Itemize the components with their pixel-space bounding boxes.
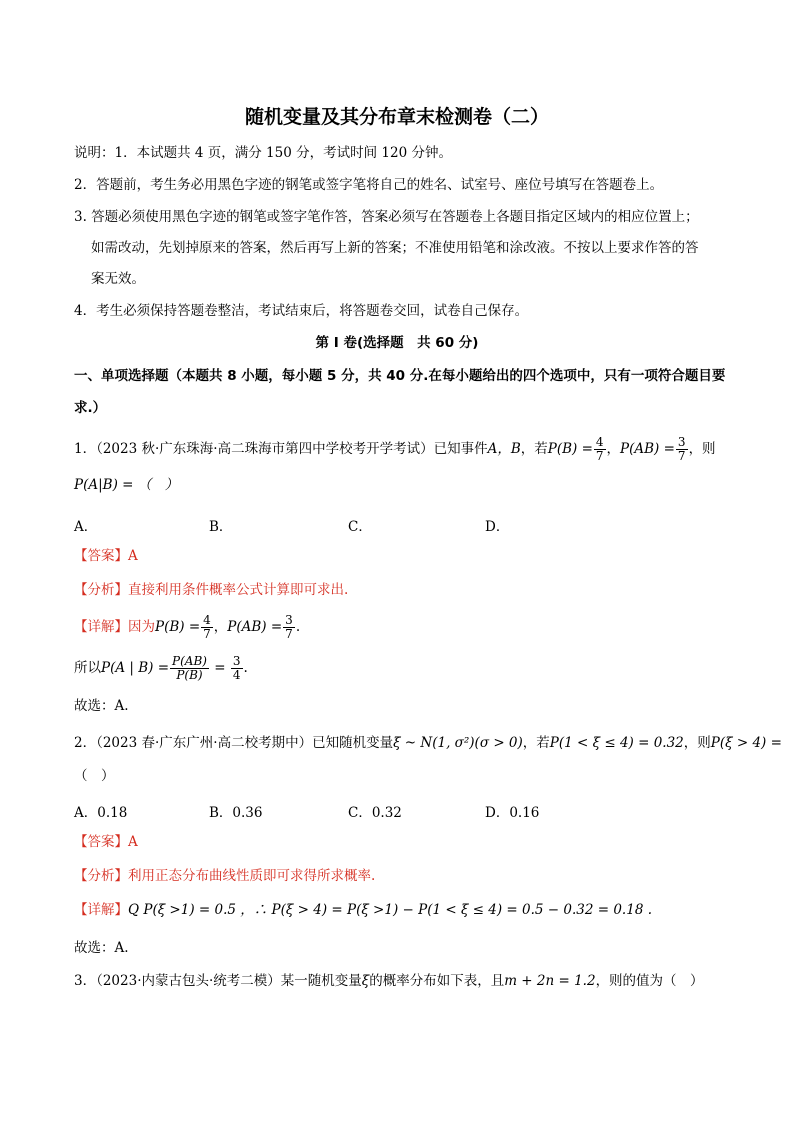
q3-stem-mid: 的概率分布如下表，且 [369, 973, 505, 989]
q2-analysis [74, 866, 375, 886]
detail-text: 因为 [128, 619, 155, 635]
frac-denominator: 7 [285, 627, 293, 641]
q1-pab-label: P(AB) = [620, 441, 675, 457]
q1-option-c[interactable]: C． [348, 519, 372, 535]
q2-option-a[interactable]: A．0.18 [74, 805, 128, 821]
q1-pb-label: P(B) = [547, 441, 593, 457]
detail-text: Q P(ξ >1) = 0.5 ，∴ P(ξ > 4) = P(ξ >1) − P(1 < ξ ≤ 4) = 0.5 − 0.32 = 0.18 . [128, 902, 652, 918]
q2-stem-text: 2．（2023 春·广东广州·高二校考期中）已知随机变量 [74, 735, 394, 751]
result-frac [231, 655, 243, 682]
q1-stem-text: 1．（2023 秋·广东珠海·高二珠海市第四中学校考开学考试）已知事件 [74, 441, 488, 457]
q1-option-a[interactable]: A． [74, 519, 98, 535]
q1-stem-then: ，则 [688, 441, 716, 457]
note-3-end: 案无效。 [91, 271, 145, 287]
frac-denominator: 4 [232, 668, 241, 682]
q2-option-d[interactable]: D．0.16 [485, 805, 540, 821]
so-text: 所以 [74, 660, 101, 676]
q1-detail: 【详解】因为P(B) = $\frac{4}{7}$ ，P(AB) = $\frac{3}{7}$ . [74, 613, 301, 641]
frac-numerator: 3 [677, 435, 686, 449]
q1-stem-if: ，若 [520, 441, 548, 457]
q1-frac-pb [594, 436, 606, 463]
note-2: 2．答题前，考生务必用黑色字迹的钢笔或签字笔将自己的姓名、试室号、座位号填写在答题卷上。 [74, 177, 664, 193]
page-title: 随机变量及其分布章末检测卷（二） [244, 106, 549, 128]
frac-denominator: 7 [595, 449, 604, 463]
q3-stem [74, 971, 704, 991]
note-3: 3. 答题必须使用黑色字迹的钢笔或签字笔作答，答案必须写在答题卷上各题目指定区域内的相应位置上； [74, 209, 699, 225]
detail-frac-pab [283, 614, 295, 641]
analysis-tag: 【分析】 [74, 582, 128, 598]
frac-numerator: 3 [232, 654, 241, 668]
answer-value: A [128, 834, 138, 850]
q2-option-b[interactable]: B．0.36 [209, 805, 263, 821]
detail-pb: P(B) = [155, 619, 201, 635]
part-heading: 一、单项选择题（本题共 8 小题，每小题 5 分，共 40 分.在每小题给出的四个选项中，只有一项符合题目要 [74, 368, 726, 384]
answer-tag: 【答案】 [74, 548, 128, 564]
q1-analysis [74, 580, 348, 600]
detail-frac-pb [201, 614, 213, 641]
q3-stem-end: ，则的值为（ ） [595, 973, 704, 989]
note-4: 4．考生必须保持答题卷整洁，考试结束后，将答题卷交回，试卷自己保存。 [74, 303, 529, 319]
q3-expr: m + 2n = 1.2 [504, 973, 596, 989]
q1-vars: A，B [487, 441, 521, 457]
q1-choose: 故选：A. [74, 698, 129, 714]
q2-cond: P(1 < ξ ≤ 4) = 0.32 [549, 735, 684, 751]
q2-paren: （ ） [74, 768, 115, 784]
q2-detail [74, 900, 652, 920]
q2-stem-then: ，则 [683, 735, 711, 751]
q1-ask: P(A|B) = （ ） [74, 477, 179, 493]
section-title: 第 I 卷(选择题 共 60 分) [315, 335, 479, 351]
so-expr: P(A | B) = [101, 660, 170, 676]
q2-option-c[interactable]: C．0.32 [348, 805, 402, 821]
frac-numerator: 3 [285, 613, 293, 627]
q1-frac-pab [676, 436, 688, 463]
detail-pab: P(AB) = [227, 619, 283, 635]
q1-so: 所以P(A | B) = $\frac{P(AB)}{P(B)}$ = $\frac{3}{4}$ . [74, 654, 248, 682]
q1-option-d[interactable]: D． [485, 519, 510, 535]
q2-stem [74, 733, 782, 753]
analysis-tag: 【分析】 [74, 868, 128, 884]
frac-numerator: 4 [595, 435, 604, 449]
analysis-text: 直接利用条件概率公式计算即可求出. [128, 582, 349, 598]
frac-numerator: 4 [203, 613, 211, 627]
q2-answer [74, 832, 138, 852]
answer-tag: 【答案】 [74, 834, 128, 850]
note-1: 说明：1．本试题共 4 页，满分 150 分，考试时间 120 分钟。 [74, 145, 452, 161]
q3-xi: ξ [361, 973, 370, 989]
q1-stem: 1．（2023 秋·广东珠海·高二珠海市第四中学校考开学考试）已知事件A，B，若P(B) = $\frac{4}{7}$ ，P(AB) = $\frac{3}{7}$ ，则 [74, 435, 716, 463]
q2-dist: ξ ~ N(1, σ²)(σ > 0) [393, 735, 523, 751]
frac-numerator: P(AB) [172, 654, 207, 668]
frac-denominator: P(B) [176, 668, 203, 682]
analysis-text: 利用正态分布曲线性质即可求得所求概率. [128, 868, 376, 884]
frac-denominator: 7 [677, 449, 686, 463]
q2-stem-if: ，若 [522, 735, 550, 751]
answer-value: A [128, 548, 138, 564]
detail-tag: 【详解】 [74, 902, 128, 918]
q3-stem-text: 3．（2023·内蒙古包头·统考二模）某一随机变量 [74, 973, 362, 989]
part-heading-cont: 求.） [74, 400, 107, 416]
q1-answer [74, 546, 138, 566]
frac-denominator: 7 [203, 627, 211, 641]
q2-choose: 故选：A. [74, 940, 129, 956]
q2-ask: P(ξ > 4) = [710, 735, 782, 751]
detail-tag: 【详解】 [74, 619, 128, 635]
note-3-cont: 如需改动，先划掉原来的答案，然后再写上新的答案；不准使用铅笔和涂改液。不按以上要求作答的答 [91, 240, 699, 256]
so-frac [170, 655, 209, 682]
q1-option-b[interactable]: B． [209, 519, 233, 535]
